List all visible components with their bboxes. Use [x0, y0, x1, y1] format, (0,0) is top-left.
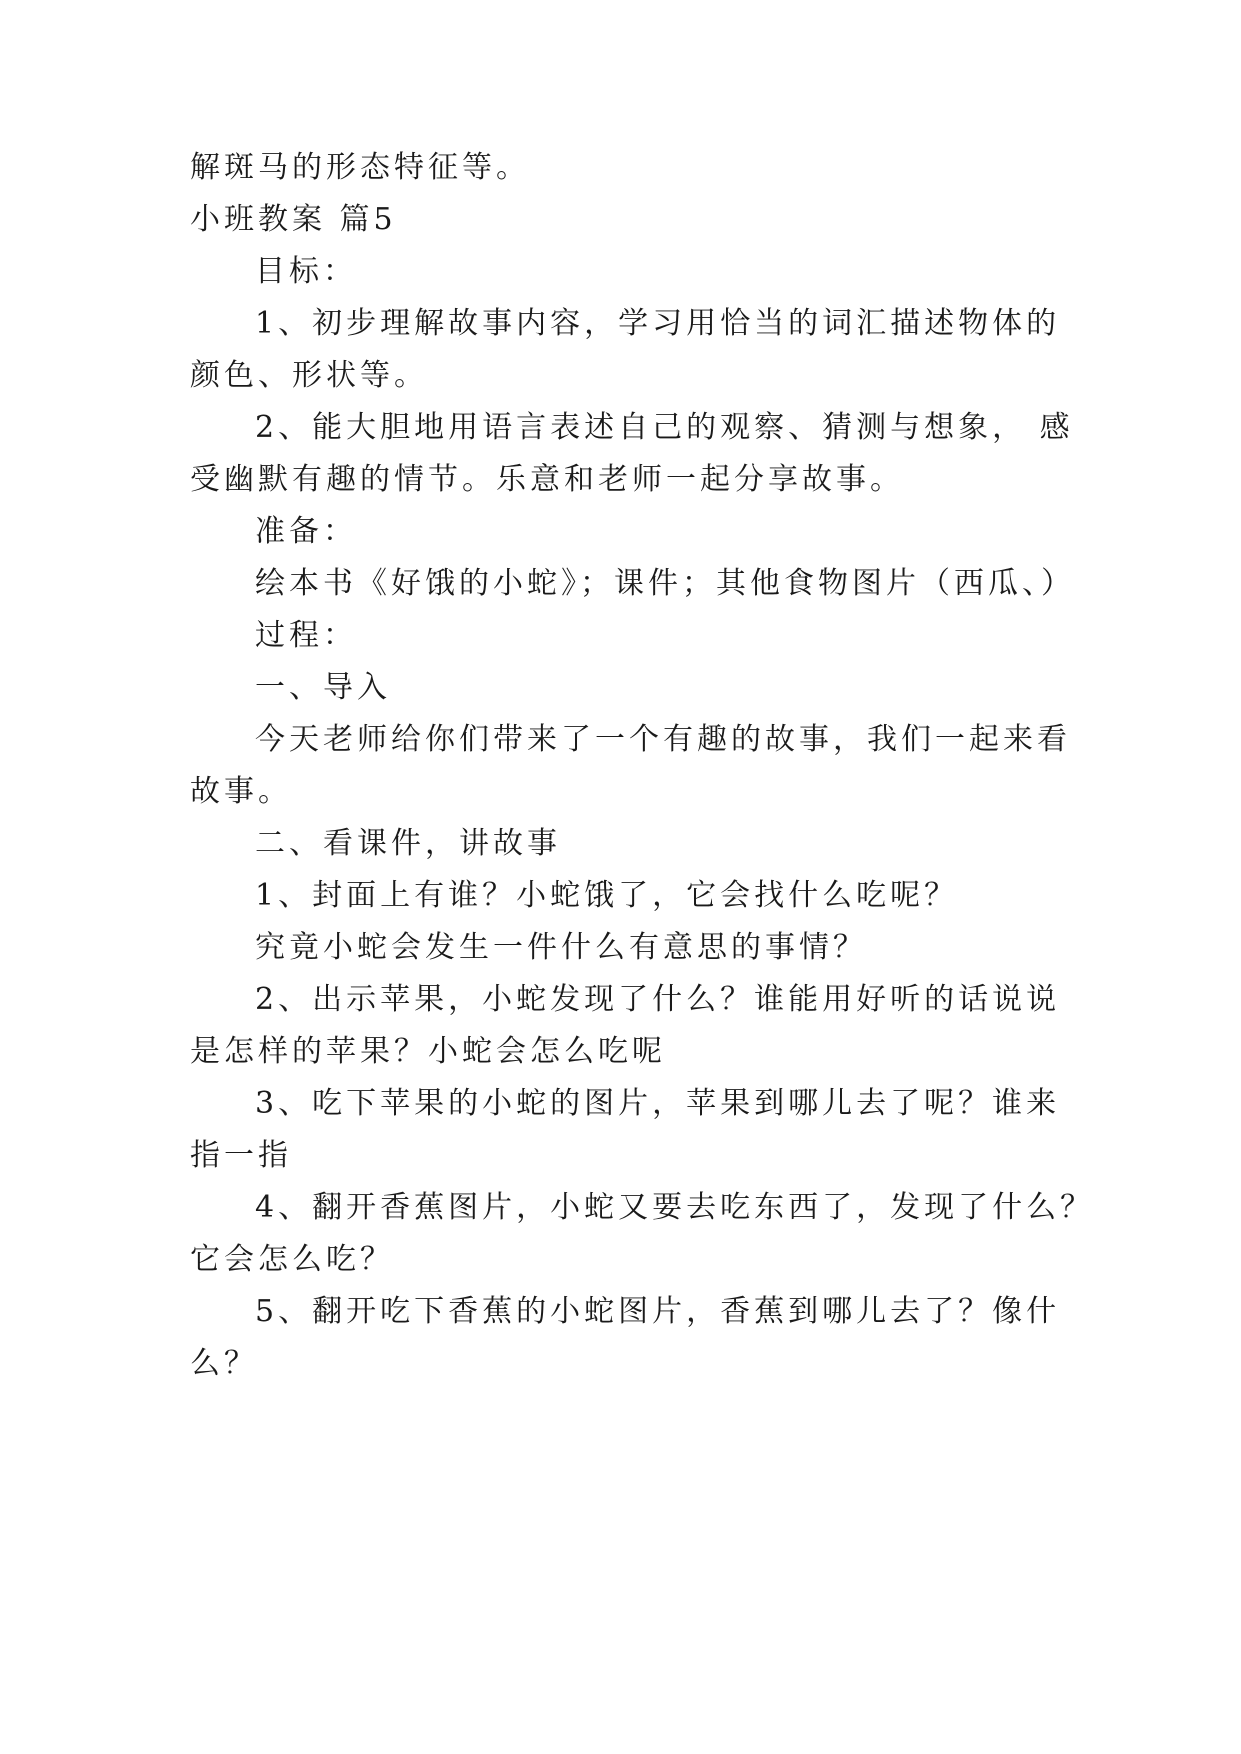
- text-line: 4、翻开香蕉图片，小蛇又要去吃东西了，发现了什么？: [255, 1190, 1095, 1225]
- text-line: 解斑马的形态特征等。: [190, 150, 530, 185]
- text-line: 它会怎么吃？: [190, 1242, 394, 1277]
- text-line: 2、出示苹果，小蛇发现了什么？谁能用好听的话说说: [255, 982, 1061, 1017]
- text-line: 二、看课件，讲故事: [255, 826, 561, 861]
- text-line: 故事。: [190, 774, 292, 809]
- text-line: 是怎样的苹果？小蛇会怎么吃呢: [190, 1034, 666, 1069]
- subheading-goals: 目标：: [255, 254, 357, 289]
- text-line: 绘本书《好饿的小蛇》；课件；其他食物图片（西瓜、）: [255, 566, 1075, 601]
- subheading-preparation: 准备：: [255, 514, 357, 549]
- text-line: 究竟小蛇会发生一件什么有意思的事情？: [255, 930, 867, 965]
- text-line: 颜色、形状等。: [190, 358, 428, 393]
- text-line: 今天老师给你们带来了一个有趣的故事，我们一起来看: [255, 722, 1071, 757]
- text-line: 受幽默有趣的情节。乐意和老师一起分享故事。: [190, 462, 904, 497]
- text-line: 3、吃下苹果的小蛇的图片，苹果到哪儿去了呢？谁来: [255, 1086, 1061, 1121]
- text-line: 2、能大胆地用语言表述自己的观察、猜测与想象， 感: [255, 410, 1074, 445]
- text-line: 1、封面上有谁？小蛇饿了，它会找什么吃呢？: [255, 878, 959, 913]
- text-line: 指一指: [190, 1138, 292, 1173]
- text-line: 么？: [190, 1346, 258, 1381]
- text-line: 1、初步理解故事内容，学习用恰当的词汇描述物体的: [255, 306, 1061, 341]
- subheading-process: 过程：: [255, 618, 357, 653]
- text-line: 一、导入: [255, 670, 391, 705]
- text-line: 5、翻开吃下香蕉的小蛇图片，香蕉到哪儿去了？像什: [255, 1294, 1061, 1329]
- section-heading: 小班教案 篇5: [190, 202, 397, 237]
